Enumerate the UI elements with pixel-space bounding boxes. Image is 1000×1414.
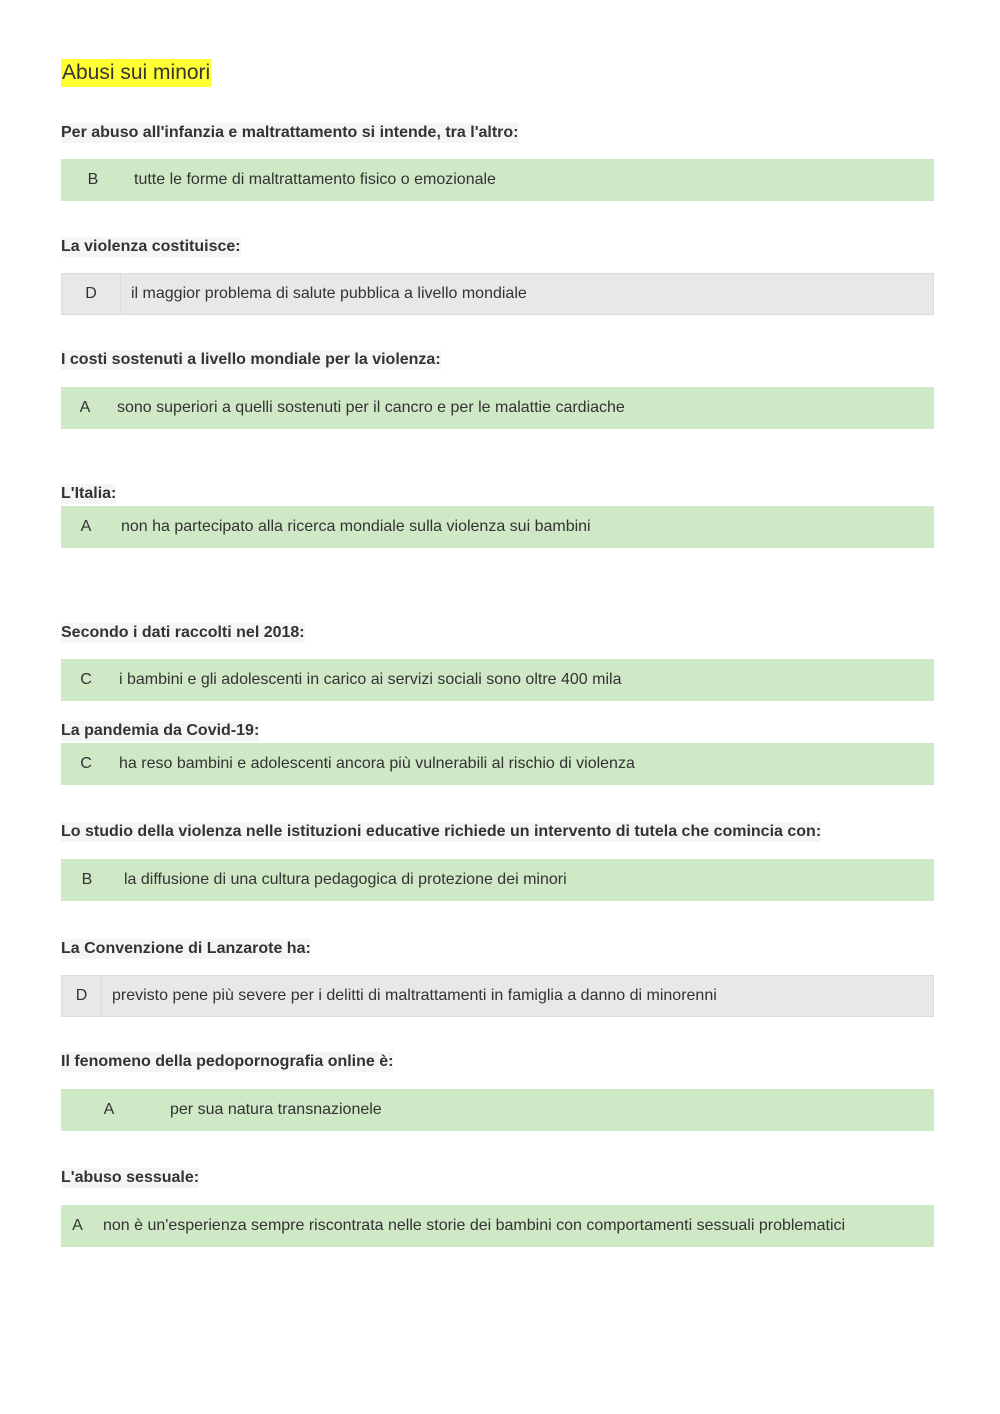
answer-letter-4: A: [80, 518, 92, 535]
question-6: La pandemia da Covid-19:: [61, 722, 260, 739]
answer-row-4: [61, 506, 934, 548]
answer-text-10: non è un'esperienza sempre riscontrata nelle storie dei bambini con comportamenti sessuali problematici: [103, 1217, 846, 1234]
question-4: L'Italia:: [61, 485, 117, 502]
question-2: La violenza costituisce:: [61, 238, 241, 255]
question-8: La Convenzione di Lanzarote ha:: [61, 940, 311, 957]
answer-letter-7: B: [81, 871, 93, 888]
answer-row-9: [61, 1089, 934, 1131]
answer-letter-2: D: [62, 274, 121, 314]
answer-row-7: [61, 859, 934, 901]
answer-text-4: non ha partecipato alla ricerca mondiale sulla violenza sui bambini: [121, 518, 591, 535]
answer-letter-10: A: [72, 1217, 83, 1234]
answer-letter-1: B: [87, 171, 99, 188]
answer-text-8: previsto pene più severe per i delitti di maltrattamenti in famiglia a danno di minorenni: [112, 987, 717, 1004]
question-3: I costi sostenuti a livello mondiale per la violenza:: [61, 351, 441, 368]
answer-letter-3: A: [79, 399, 91, 416]
answer-letter-8: D: [62, 976, 102, 1016]
question-9: Il fenomeno della pedopornografia online è:: [61, 1053, 394, 1070]
question-10: L'abuso sessuale:: [61, 1169, 200, 1186]
answer-text-5: i bambini e gli adolescenti in carico ai servizi sociali sono oltre 400 mila: [119, 671, 622, 688]
answer-letter-6: C: [80, 755, 92, 772]
answer-row-6: [61, 743, 934, 785]
question-5: Secondo i dati raccolti nel 2018:: [61, 624, 305, 641]
answer-row-2: [61, 273, 934, 315]
answer-row-10: [61, 1205, 934, 1247]
document-title: Abusi sui minori: [61, 59, 211, 87]
answer-row-3: [61, 387, 934, 429]
question-7: Lo studio della violenza nelle istituzioni educative richiede un intervento di tutela che comincia con:: [61, 823, 822, 840]
answer-letter-5: C: [80, 671, 92, 688]
answer-row-8: [61, 975, 934, 1017]
question-1: Per abuso all'infanzia e maltrattamento si intende, tra l'altro:: [61, 124, 519, 141]
answer-row-1: [61, 159, 934, 201]
answer-text-9: per sua natura transnazionele: [170, 1101, 382, 1118]
answer-letter-9: A: [103, 1101, 115, 1118]
answer-text-6: ha reso bambini e adolescenti ancora più vulnerabili al rischio di violenza: [119, 755, 635, 772]
answer-text-3: sono superiori a quelli sostenuti per il cancro e per le malattie cardiache: [117, 399, 625, 416]
answer-row-5: [61, 659, 934, 701]
answer-text-1: tutte le forme di maltrattamento fisico o emozionale: [134, 171, 496, 188]
answer-text-2: il maggior problema di salute pubblica a livello mondiale: [131, 285, 527, 302]
answer-text-7: la diffusione di una cultura pedagogica di protezione dei minori: [124, 871, 567, 888]
